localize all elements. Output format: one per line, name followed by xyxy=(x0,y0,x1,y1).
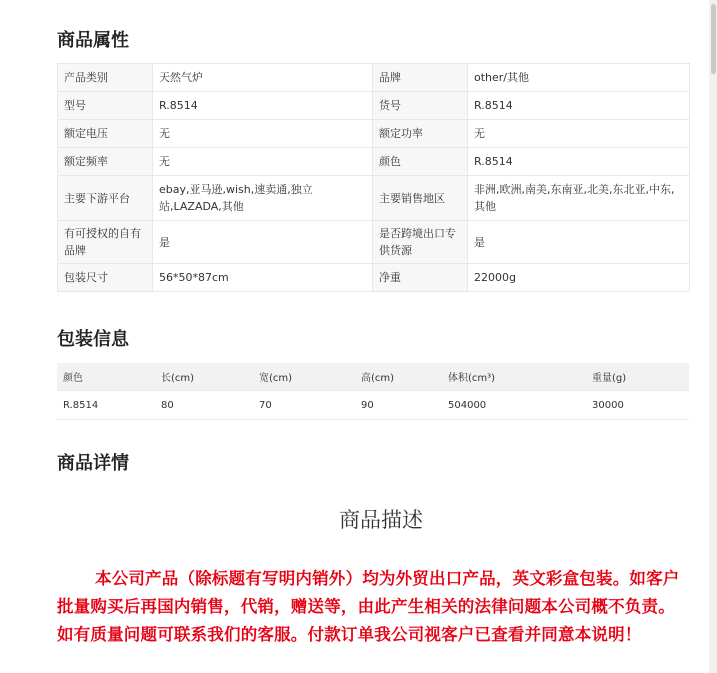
table-row xyxy=(58,148,690,176)
attribute-key: 主要销售地区 xyxy=(373,176,468,221)
scrollbar-thumb[interactable] xyxy=(711,4,716,74)
attributes-section-title: 商品属性 xyxy=(57,30,129,51)
cell-color: R.8514 xyxy=(57,391,155,420)
packaging-table xyxy=(57,363,689,420)
attribute-value: R.8514 xyxy=(468,92,690,120)
attribute-value: 56*50*87cm xyxy=(153,264,373,292)
attribute-key: 额定电压 xyxy=(58,120,153,148)
attribute-key: 额定功率 xyxy=(373,120,468,148)
table-row xyxy=(58,64,690,92)
cell-height: 90 xyxy=(355,391,442,420)
attribute-key: 包装尺寸 xyxy=(58,264,153,292)
column-header-width: 宽(cm) xyxy=(253,363,355,391)
attribute-key: 颜色 xyxy=(373,148,468,176)
column-header-length: 长(cm) xyxy=(155,363,253,391)
attribute-key: 品牌 xyxy=(373,64,468,92)
cell-weight: 30000 xyxy=(586,391,689,420)
attribute-key: 是否跨境出口专供货源 xyxy=(373,221,468,264)
attribute-key: 主要下游平台 xyxy=(58,176,153,221)
attribute-value: 是 xyxy=(468,221,690,264)
attribute-value: R.8514 xyxy=(153,92,373,120)
attribute-key: 货号 xyxy=(373,92,468,120)
cell-volume: 504000 xyxy=(442,391,586,420)
attribute-value: 天然气炉 xyxy=(153,64,373,92)
notice-text: 本公司产品（除标题有写明内销外）均为外贸出口产品，英文彩盒包装。如客户批量购买后再国内销售，代销，赠送等，由此产生相关的法律问题本公司概不负责。如有质量问题可联系我们的客服。付款订单我公司视客户已查看并同意本说明！ xyxy=(57,569,680,644)
attribute-value: ebay,亚马逊,wish,速卖通,独立站,LAZADA,其他 xyxy=(153,176,373,221)
column-header-volume: 体积(cm³) xyxy=(442,363,586,391)
table-header-row xyxy=(57,363,689,391)
description-heading: 商品描述 xyxy=(339,508,423,532)
attribute-value: 非洲,欧洲,南美,东南亚,北美,东北亚,中东,其他 xyxy=(468,176,690,221)
attribute-value: 是 xyxy=(153,221,373,264)
column-header-color: 颜色 xyxy=(57,363,155,391)
packaging-section-title: 包装信息 xyxy=(57,329,129,350)
column-header-weight: 重量(g) xyxy=(586,363,689,391)
column-header-height: 高(cm) xyxy=(355,363,442,391)
attribute-value: other/其他 xyxy=(468,64,690,92)
attribute-key: 净重 xyxy=(373,264,468,292)
attributes-table xyxy=(57,63,690,292)
cell-length: 80 xyxy=(155,391,253,420)
attribute-key: 有可授权的自有品牌 xyxy=(58,221,153,264)
table-row xyxy=(58,92,690,120)
attribute-key: 额定频率 xyxy=(58,148,153,176)
details-section-title: 商品详情 xyxy=(57,453,129,474)
table-row xyxy=(58,221,690,264)
attribute-value: R.8514 xyxy=(468,148,690,176)
attribute-value: 无 xyxy=(153,120,373,148)
attribute-key: 型号 xyxy=(58,92,153,120)
vertical-scrollbar[interactable] xyxy=(709,0,717,673)
table-row xyxy=(58,176,690,221)
attribute-key: 产品类别 xyxy=(58,64,153,92)
table-row xyxy=(58,264,690,292)
attribute-value: 无 xyxy=(468,120,690,148)
cell-width: 70 xyxy=(253,391,355,420)
table-row xyxy=(57,391,689,420)
attribute-value: 无 xyxy=(153,148,373,176)
table-row xyxy=(58,120,690,148)
attribute-value: 22000g xyxy=(468,264,690,292)
